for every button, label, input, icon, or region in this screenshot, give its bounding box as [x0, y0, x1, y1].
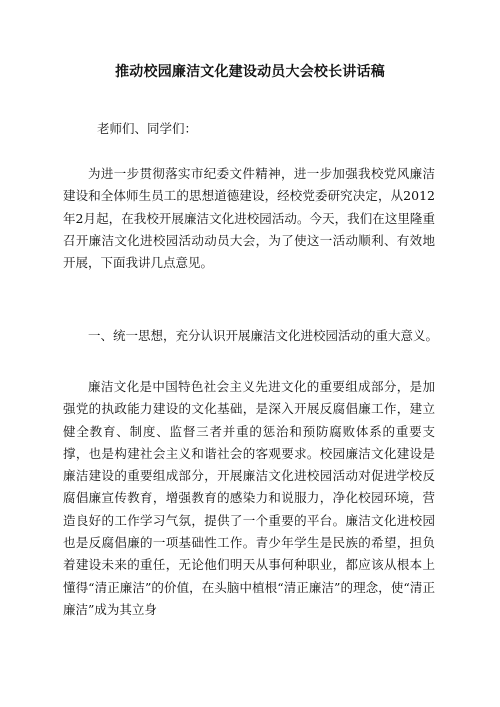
document-title: 推动校园廉洁文化建设动员大会校长讲话稿 [115, 64, 385, 80]
paragraph-section-1: 廉洁文化是中国特色社会主义先进文化的重要组成部分，是加强党的执政能力建设的文化基础，是深入开展反腐倡廉工作，建立健全教育、制度、监督三者并重的惩治和预防腐败体系的重要支撑，也是构建社会主义和谐社会的客观要求。校园廉洁文化建设是廉洁建设的重要组成部分，开展廉洁文化进校园活动对促进学校反腐倡廉宣传教育，增强教育的感染力和说服力，净化校园环境，营造良好的工作学习气氛，提供了一个重要的平台。廉洁文化进校园也是反腐倡廉的一项基础性工作。青少年学生是民族的希望，担负着建设未来的重任，无论他们明天从事何种职业，都应该从根本上懂得“清正廉洁”的价值，在头脑中植根“清正廉洁”的理念，使“清正廉洁”成为其立身 [63, 379, 435, 617]
section-heading-1: 一、统一思想，充分认识开展廉洁文化进校园活动的重大意义。 [88, 328, 439, 343]
salutation: 老师们、同学们： [97, 121, 198, 136]
paragraph-intro: 为进一步贯彻落实市纪委文件精神，进一步加强我校党风廉洁建设和全体师生员工的思想道德建设，经校党委研究决定，从2012年2月起，在我校开展廉洁文化进校园活动。今天，我们在这里隆重召开廉洁文化进校园活动动员大会，为了使这一活动顺利、有效地开展，下面我讲几点意见。 [63, 166, 435, 271]
